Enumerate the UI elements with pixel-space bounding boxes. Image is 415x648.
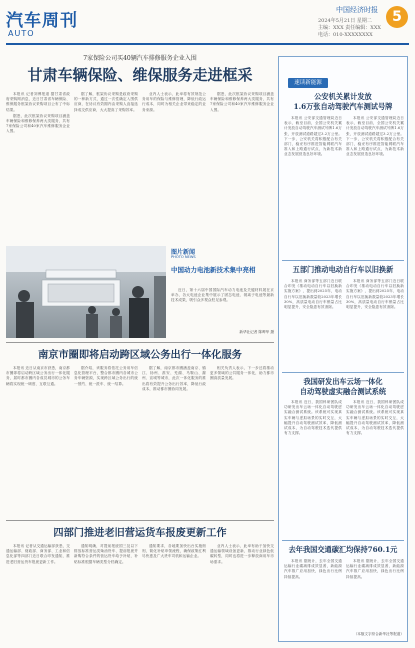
photo-news-label-en: PHOTO NEWS	[171, 255, 196, 259]
sidebar-item-body	[284, 116, 342, 234]
sidebar-item-body	[284, 279, 342, 367]
sidebar-credit: （本版文字综合新华社等报道）	[353, 632, 404, 636]
lead-body-col3	[142, 92, 206, 242]
sidebar-item-body	[346, 400, 404, 520]
truck-paragraph: 业内人士表示，此举有助于加快交通运输领域设备更新，推动行业绿色低碳转型，同时也将进一步释放商用车市场需求。	[210, 544, 274, 564]
lead-body-col1	[6, 92, 70, 242]
sidebar-item-text: 本报讯 公安部交通管理局近日表示，截至目前，全国公安机关累计发放自动驾驶汽车测试号牌1.6万张，开放测试道路超过3.2万公里。下一步，公安机关将积极配合有关部门，稳妥有序推进智能网联汽车准入和上路通行试点，为新技术新业态发展营造良好环境。	[284, 116, 342, 157]
dateline-date: 2024年5月21日 星期二	[318, 18, 372, 24]
nanjing-body-col4	[210, 366, 274, 516]
photo-news-label: 图片新闻	[171, 249, 196, 256]
truck-scrap-headline: 四部门推进老旧营运货车报废更新工作	[53, 527, 227, 539]
sidebar-item-text: 本报讯 近日，我国科研团队成功研发出车云场一体化自动驾驶虚实融合测试系统。该系统可实现真实车辆与虚拟场景的实时交互，大幅提升自动驾驶测试效率，降低测试成本，为自动驾驶技术迭代提供有力支撑。	[284, 400, 342, 436]
sidebar-item-body	[284, 400, 342, 520]
truck-body-col4	[210, 544, 274, 644]
lead-paragraph: 本报讯 记者刘博报道 据甘肃省政府采购网消息，近日甘肃省车辆保险、维保服务框架协议采购项目公布了中标结果。	[6, 92, 70, 112]
main-photo	[6, 246, 166, 338]
truck-paragraph: 通知明确，对提前报废国三及以下排放标准营运类柴油货车、提前报废并新购符合条件的营运货车给予补贴，补贴标准根据车辆类型分档确定。	[74, 544, 138, 564]
photo-caption-text: 近日，第十六届中国国际汽车动力电池及关键材料展在京举办，各大电池企业集中展示了固态电池、钠离子电池等最新技术成果，吸引众多观众驻足参观。	[171, 288, 274, 303]
truck-body-col3	[142, 544, 206, 644]
sidebar-divider	[282, 260, 404, 261]
sidebar-item-headline: 五部门推动电动自行车以旧换新	[292, 265, 394, 274]
sidebar-item-body	[346, 279, 404, 367]
nanjing-paragraph: 相关负责人表示，下一步还将推动更多领域的公共服务一体化，助力都市圈高质量发展。	[210, 366, 274, 381]
lead-kicker: 7家保险公司买40辆汽车排修服务企业入围	[83, 55, 197, 62]
nanjing-paragraph: 据介绍，该服务将依托公务用车信息化管理平台，整合都市圈内各城市公务车辆资源，实现跨区域公务出行的统一预约、统一派车、统一结算。	[74, 366, 138, 386]
lead-paragraph: 据了解，框架协议采购是政府采购的一种新方式，通过一次性确定入围供应商，在协议有效期内由采购人直接选择成交供应商，大大提高了采购效率。	[74, 92, 138, 112]
sidebar-item-headline: 自动驾驶虚实融合测试系统	[299, 387, 387, 396]
photo-credit: 新华社记者 陈晔华 摄	[239, 330, 274, 334]
lead-body-col2	[74, 92, 138, 242]
nanjing-body-col1	[6, 366, 70, 516]
sidebar-item-body	[346, 559, 404, 629]
sidebar-item-text: 本报讯 近日，我国科研团队成功研发出车云场一体化自动驾驶虚实融合测试系统。该系统可实现真实车辆与虚拟场景的实时交互，大幅提升自动驾驶测试效率，降低测试成本，为自动驾驶技术迭代提供有力支撑。	[346, 400, 404, 436]
sidebar-item-body	[346, 116, 404, 234]
nanjing-paragraph: 本报讯 近日从南京市获悉，南京都市圈即将启动跨区域公务出行一体化服务，届时都市圈内各成员城市的公务车辆将实现统一调度、互联互通。	[6, 366, 70, 386]
sidebar-item-text: 本报讯 据统计，去年全国交通运输行业碳减排成效显著，新能源汽车推广应用加快，绿色出行比例持续提高。	[284, 559, 342, 579]
lead-paragraph: 据悉，此次框架协议采购项目涵盖车辆保险和维修保养两大类服务，共有7家保险公司和40家汽车维修服务企业入围。	[210, 92, 274, 112]
section-divider	[6, 520, 274, 521]
sidebar-item-text: 本报讯 商务部等五部门近日联合印发《推动电动自行车以旧换新实施方案》，提出到2025年，电动自行车以旧换新数量较2023年增长30%，高质量电动自行车销量占比明显提升，安全隐患有效消除。	[284, 279, 342, 310]
section-brand-en: AUTO	[8, 29, 35, 38]
sidebar-divider	[282, 372, 404, 373]
page-number-badge: 5	[386, 6, 408, 28]
sidebar-item-headline: 1.6万张自动驾驶汽车测试号牌	[293, 102, 393, 111]
lead-paragraph: 业内人士表示，此举将有效规范公务用车的保险与维修管理，降低行政运行成本，同时为相关企业带来稳定的业务来源。	[142, 92, 206, 112]
truck-body-col1	[6, 544, 70, 644]
lead-paragraph: 据悉，此次框架协议采购项目涵盖车辆保险和维修保养两大类服务，共有7家保险公司和40家汽车维修服务企业入围。	[6, 113, 70, 134]
truck-paragraph: 通知要求，各地要加快出台实施细则，简化补贴申领流程，确保政策红利尽快惠及广大货车司机和运输企业。	[142, 544, 206, 559]
dateline-editors: 主编：XXX 责任编辑：XXX	[318, 25, 381, 31]
sidebar-item-text: 本报讯 据统计，去年全国交通运输行业碳减排成效显著，新能源汽车推广应用加快，绿色出行比例持续提高。	[346, 559, 404, 579]
sidebar-tag: 速读新能源	[288, 78, 328, 88]
dateline	[318, 18, 381, 39]
truck-body-col2	[74, 544, 138, 644]
sidebar-item-body	[284, 559, 342, 629]
sidebar-item-text: 本报讯 商务部等五部门近日联合印发《推动电动自行车以旧换新实施方案》，提出到2025年，电动自行车以旧换新数量较2023年增长30%，高质量电动自行车销量占比明显提升，安全隐患有效消除。	[346, 279, 404, 310]
masthead: 中国经济时报	[336, 6, 378, 14]
header-rule	[6, 43, 409, 45]
sidebar-item-headline: 我国研发出车云场一体化	[303, 377, 383, 386]
nanjing-body-col2	[74, 366, 138, 516]
nanjing-paragraph: 据了解，南京都市圈涵盖南京、镇江、扬州、淮安、芜湖、马鞍山、滁州、宣城等城市，此次一体化服务的推出将有效提升公务出行效率，降低行政成本，推动都市圈协同发展。	[142, 366, 206, 391]
section-divider	[6, 342, 274, 343]
truck-paragraph: 本报讯 记者从交通运输部获悉，交通运输部、财政部、商务部、工业和信息化部等四部门近日联合印发通知，推进老旧营运货车报废更新工作。	[6, 544, 70, 564]
battery-exhibition-photo	[6, 246, 166, 338]
sidebar-divider	[282, 540, 404, 541]
lead-body-col4	[210, 92, 274, 242]
nanjing-headline: 南京市圈即将启动跨区域公务出行一体化服务	[38, 349, 242, 361]
dateline-phone: 电话：010-XXXXXXXX	[318, 32, 373, 38]
photo-news-title: 中国动力电池新技术集中亮相	[171, 266, 256, 274]
section-brand-cn: 汽车周刊	[6, 11, 78, 31]
nanjing-body-col3	[142, 366, 206, 516]
sidebar-item-headline: 公安机关累计发放	[314, 92, 372, 101]
lead-headline: 甘肃车辆保险、维保服务走进框采	[27, 66, 253, 84]
photo-caption	[171, 288, 274, 336]
sidebar-item-headline: 去年我国交通碳汇均保持760.1元	[288, 545, 398, 554]
sidebar-item-text: 本报讯 公安部交通管理局近日表示，截至目前，全国公安机关累计发放自动驾驶汽车测试号牌1.6万张，开放测试道路超过3.2万公里。下一步，公安机关将积极配合有关部门，稳妥有序推进智能网联汽车准入和上路通行试点，为新技术新业态发展营造良好环境。	[346, 116, 404, 157]
